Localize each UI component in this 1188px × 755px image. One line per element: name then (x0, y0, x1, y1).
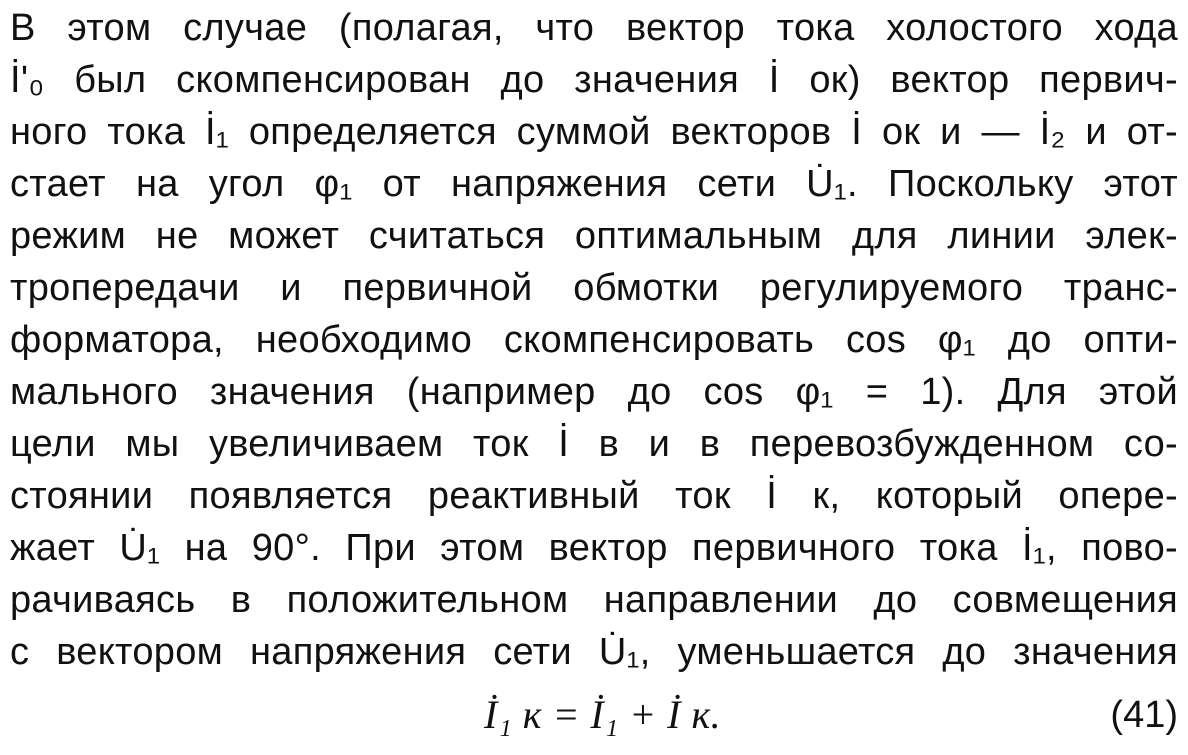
current-equation: İ₁ к = İ₁ + İ к. (484, 692, 722, 737)
paragraph-line-13: с вектором напряжения сети U̇₁, уменьшается до значения (10, 631, 1178, 673)
paragraph-line-3: ного тока İ₁ определяется суммой векторов İ ок и — İ₂ и от- (10, 111, 1178, 153)
paragraph-line-4: стает на угол φ₁ от напряжения сети U̇₁. Поскольку этот (10, 163, 1178, 205)
paragraph-line-6: тропередачи и первичной обмотки регулируемого транс- (10, 267, 1178, 309)
equation-number: (41) (1110, 694, 1178, 736)
paragraph-line-5: режим не может считаться оптимальным для линии элек- (10, 215, 1178, 257)
paragraph-line-7: форматора, необходимо скомпенсировать cos φ₁ до опти- (10, 319, 1178, 361)
paragraph-line-9: цели мы увеличиваем ток İ в и в перевозбужденном со- (10, 423, 1178, 465)
equation-row (10, 680, 1178, 750)
paragraph-line-12: рачиваясь в положительном направлении до совмещения (10, 579, 1178, 621)
paragraph-line-10: стоянии появляется реактивный ток İ к, который опере- (10, 475, 1178, 517)
paragraph-line-1: В этом случае (полагая, что вектор тока холостого хода (10, 7, 1178, 49)
paragraph-line-11: жает U̇₁ на 90°. При этом вектор первичного тока İ₁, пово- (10, 527, 1178, 569)
paragraph-line-2: İ'₀ был скомпенсирован до значения İ ок) вектор первич- (10, 59, 1178, 101)
paragraph-line-8: мального значения (например до cos φ₁ = 1). Для этой (10, 371, 1178, 413)
document-page (10, 0, 1180, 755)
